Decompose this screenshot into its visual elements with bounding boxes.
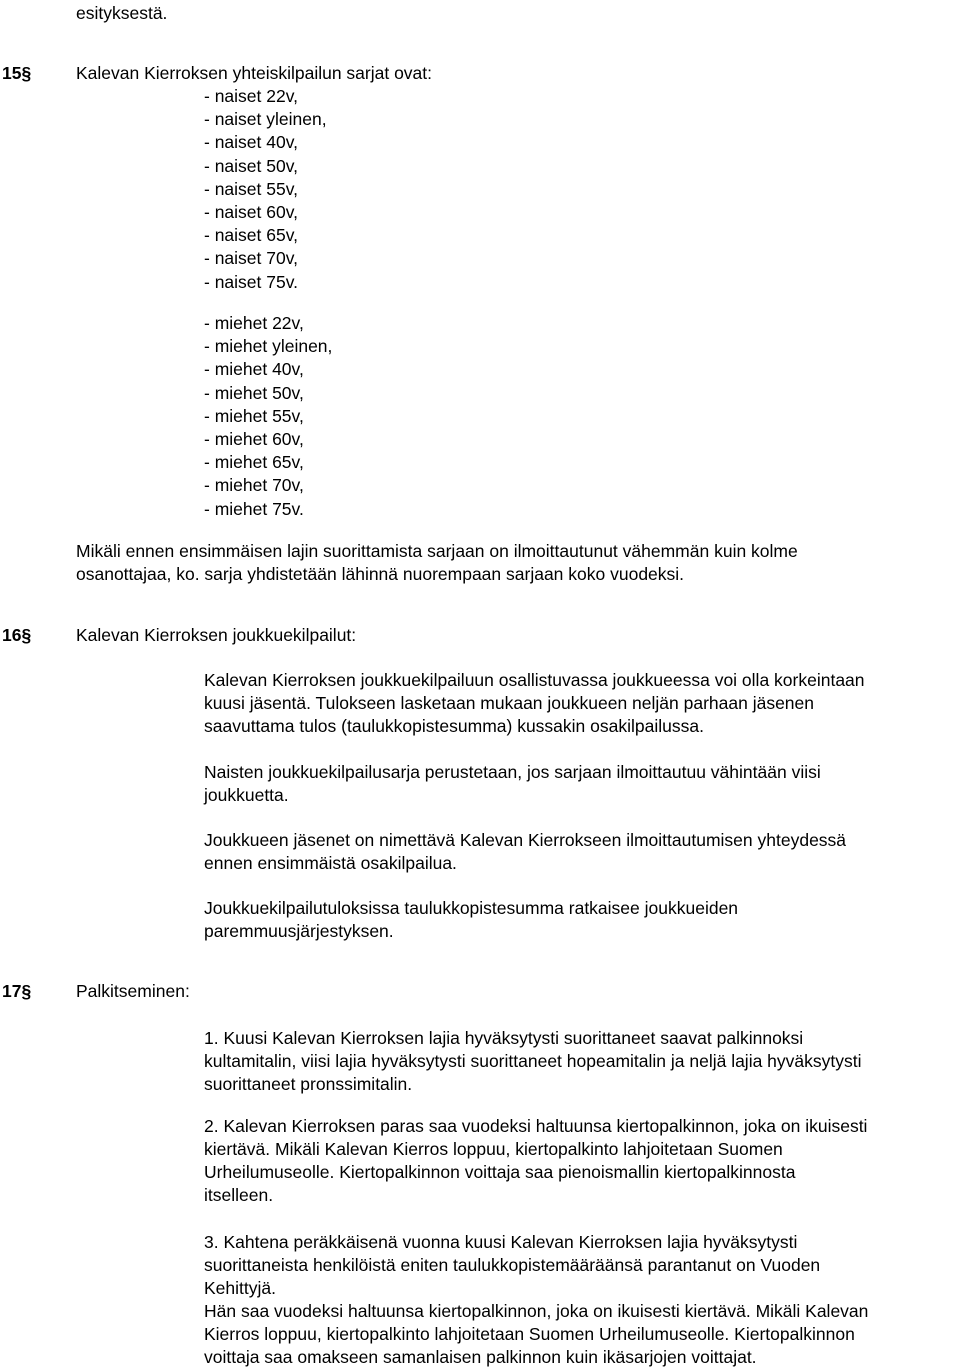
list-item: - naiset yleinen, — [204, 109, 327, 130]
team-paragraph-4 — [204, 897, 738, 943]
paragraph-line: Joukkuekilpailutuloksissa taulukkopistesumma ratkaisee joukkueiden — [204, 898, 739, 918]
paragraph-line: Naisten joukkuekilpailusarja perustetaan, jos sarjaan ilmoittautuu vähintään viisi — [204, 762, 821, 782]
award-paragraph-2 — [204, 1115, 867, 1207]
paragraph-line: itselleen. — [204, 1185, 274, 1205]
list-item: - naiset 55v, — [204, 178, 299, 199]
list-item: - naiset 22v, — [204, 86, 299, 106]
paragraph-line: 2. Kalevan Kierroksen paras saa vuodeksi haltuunsa kiertopalkinnon, joka on ikuisesti — [204, 1116, 868, 1136]
paragraph-line: ennen ensimmäistä osakilpailua. — [204, 853, 457, 873]
paragraph-line: Joukkueen jäsenet on nimettävä Kalevan Kierrokseen ilmoittautumisen yhteydessä — [204, 830, 847, 850]
paragraph-line: joukkuetta. — [204, 785, 289, 805]
list-item: - miehet yleinen, — [204, 336, 333, 357]
list-item: - miehet 70v, — [204, 475, 304, 496]
paragraph-line: Hän saa vuodeksi haltuunsa kiertopalkinnon, joka on ikuisesti kiertävä. Mikäli Kalevan — [204, 1301, 869, 1321]
paragraph-line: Kehittyjä. — [204, 1278, 276, 1298]
list-item: - naiset 60v, — [204, 202, 299, 223]
list-item: - miehet 22v, — [204, 313, 304, 333]
team-paragraph-2 — [204, 761, 821, 807]
section-number: 15 — [2, 63, 22, 83]
section-15-number — [2, 62, 31, 85]
paragraph-line: suorittaneista henkilöistä eniten taulukkopistemääräänsä parantanut on Vuoden — [204, 1255, 821, 1275]
section-16-number — [2, 624, 31, 647]
list-item: - miehet 60v, — [204, 429, 304, 450]
award-paragraph-1 — [204, 1027, 862, 1096]
list-item: - naiset 40v, — [204, 132, 299, 153]
section-symbol: § — [21, 981, 32, 1001]
paragraph-line: paremmuusjärjestyksen. — [204, 921, 394, 941]
list-item: - naiset 75v. — [204, 271, 299, 292]
note-line: osanottajaa, ko. sarja yhdistetään lähinnä nuorempaan sarjaan koko vuodeksi. — [76, 564, 685, 584]
series-merge-note — [76, 540, 798, 586]
paragraph-line: Kalevan Kierroksen joukkuekilpailuun osallistuvassa joukkueessa voi olla korkeintaan — [204, 670, 865, 690]
women-series-list — [204, 85, 327, 294]
list-item: - naiset 70v, — [204, 248, 299, 269]
paragraph-line: Kierros loppuu, kiertopalkinto lahjoitetaan Suomen Urheilumuseolle. Kiertopalkinnon — [204, 1324, 855, 1344]
section-number: 17 — [2, 981, 22, 1001]
list-item: - miehet 75v. — [204, 498, 304, 519]
paragraph-line: 3. Kahtena peräkkäisenä vuonna kuusi Kalevan Kierroksen lajia hyväksytysti — [204, 1232, 798, 1252]
list-item: - miehet 65v, — [204, 452, 304, 473]
list-item: - naiset 65v, — [204, 225, 299, 246]
list-item: - naiset 50v, — [204, 155, 299, 176]
paragraph-line: kultamitalin, viisi lajia hyväksytysti suorittaneet hopeamitalin ja neljä lajia hyväksytysti — [204, 1051, 862, 1071]
men-series-list — [204, 312, 332, 521]
section-17-number — [2, 980, 31, 1003]
team-paragraph-3 — [204, 829, 846, 875]
list-item: - miehet 50v, — [204, 382, 304, 403]
list-item: - miehet 55v, — [204, 405, 304, 426]
paragraph-line: kuusi jäsentä. Tulokseen lasketaan mukaan joukkueen neljän parhaan jäsenen — [204, 693, 815, 713]
paragraph-line: voittaja saa omakseen samanlaisen palkinnon kuin ikäsarjojen voittajat. — [204, 1347, 757, 1367]
paragraph-line: kiertävä. Mikäli Kalevan Kierros loppuu, kiertopalkinto lahjoitetaan Suomen — [204, 1139, 783, 1159]
paragraph-line: Urheilumuseolle. Kiertopalkinnon voittaja saa pienoismallin kiertopalkinnosta — [204, 1162, 796, 1182]
top-fragment: esityksestä. — [76, 3, 168, 23]
team-paragraph-1 — [204, 669, 865, 738]
paragraph-line: saavuttama tulos (taulukkopistesumma) kussakin osakilpailussa. — [204, 716, 704, 736]
note-line: Mikäli ennen ensimmäisen lajin suorittamista sarjaan on ilmoittautunut vähemmän kuin kolme — [76, 541, 798, 561]
section-symbol: § — [21, 625, 32, 645]
section-17-heading: Palkitseminen: — [76, 981, 190, 1001]
section-symbol: § — [21, 63, 32, 83]
list-item: - miehet 40v, — [204, 359, 304, 380]
section-16-heading: Kalevan Kierroksen joukkuekilpailut: — [76, 625, 357, 645]
paragraph-line: 1. Kuusi Kalevan Kierroksen lajia hyväksytysti suorittaneet saavat palkinnoksi — [204, 1028, 804, 1048]
award-paragraph-3 — [204, 1231, 868, 1369]
paragraph-line: suorittaneet pronssimitalin. — [204, 1074, 413, 1094]
section-number: 16 — [2, 625, 22, 645]
section-15-heading: Kalevan Kierroksen yhteiskilpailun sarjat ovat: — [76, 63, 433, 83]
